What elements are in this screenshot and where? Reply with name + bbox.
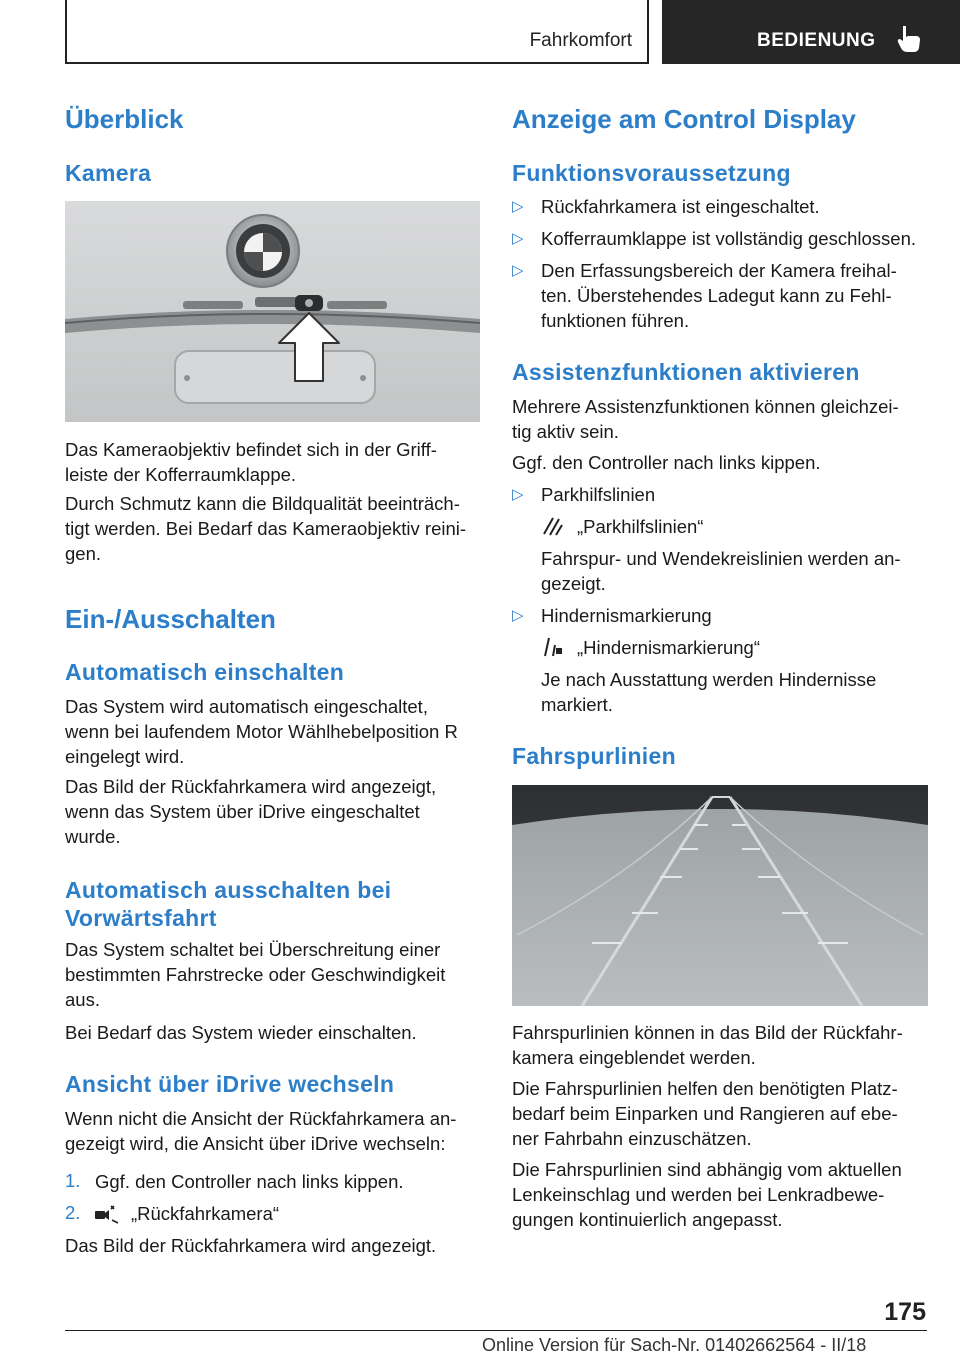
- triangle-bullet-icon: ▷: [512, 230, 524, 247]
- page-title-overview: Überblick: [65, 104, 184, 134]
- heading-requirements: Funktionsvoraussetzung: [512, 160, 791, 186]
- obstacle-desc: Je nach Ausstattung werden Hindernisse markiert.: [541, 669, 877, 715]
- auto-off-text-1: Das System schaltet bei Überschreitung einer bestimmten Fahrstrecke oder Geschwindigkeit aus.: [65, 939, 446, 1010]
- lane-text-3: Die Fahrspurlinien sind abhängig vom aktuellen Lenkeinschlag und werden bei Lenkradbewe- gungen kontinuierlich angepasst.: [512, 1159, 902, 1230]
- triangle-bullet-icon: ▷: [512, 198, 524, 215]
- camera-text-2: Durch Schmutz kann die Bildqualität beeinträch- tigt werden. Bei Bedarf das Kameraobjektiv reini- gen.: [65, 493, 467, 564]
- lane-text-2: Die Fahrspurlinien helfen den benötigten Platz- bedarf beim Einparken und Rangieren auf ebe- ner Fahrbahn einzuschätzen.: [512, 1078, 898, 1149]
- obstacle-menu: „Hindernismarkierung“: [577, 637, 761, 658]
- page-title-control-display: Anzeige am Control Display: [512, 104, 856, 134]
- rear-camera-icon: [94, 1203, 120, 1225]
- step-2-text: „Rückfahrkamera“: [131, 1203, 280, 1224]
- header-section-title: Fahrkomfort: [529, 30, 632, 51]
- heading-camera: Kamera: [65, 160, 152, 186]
- triangle-bullet-icon: ▷: [512, 486, 524, 503]
- pointing-hand-icon: [894, 24, 924, 54]
- assist-text-2: Ggf. den Controller nach links kippen.: [512, 452, 821, 473]
- parking-lines-icon: [541, 514, 565, 538]
- result-text: Das Bild der Rückfahrkamera wird angezeigt.: [65, 1235, 437, 1256]
- heading-on-off: Ein-/Ausschalten: [65, 604, 276, 634]
- header-tab: [662, 0, 960, 64]
- auto-on-text-1: Das System wird automatisch eingeschaltet, wenn bei laufendem Motor Wählhebelposition R eingelegt wird.: [65, 696, 458, 767]
- camera-text-1: Das Kameraobjektiv befindet sich in der Griff- leiste der Kofferraumklappe.: [65, 439, 437, 485]
- heading-lane-lines: Fahrspurlinien: [512, 743, 676, 769]
- auto-off-text-2: Bei Bedarf das System wieder einschalten.: [65, 1022, 417, 1043]
- parking-lines-menu: „Parkhilfslinien“: [577, 516, 704, 537]
- heading-assist: Assistenzfunktionen aktivieren: [512, 359, 860, 385]
- page-number: 175: [884, 1298, 926, 1326]
- obstacle-marking-icon: [541, 635, 565, 659]
- triangle-bullet-icon: ▷: [512, 607, 524, 624]
- parking-lines-desc: Fahrspur- und Wendekreislinien werden an- gezeigt.: [541, 548, 901, 594]
- auto-on-text-2: Das Bild der Rückfahrkamera wird angezeigt, wenn das System über iDrive eingeschaltet wurde.: [65, 776, 437, 847]
- lane-text-1: Fahrspurlinien können in das Bild der Rückfahr- kamera eingeblendet werden.: [512, 1022, 903, 1068]
- step-number-1: 1.: [65, 1170, 81, 1191]
- assist-text-1: Mehrere Assistenzfunktionen können gleichzei- tig aktiv sein.: [512, 396, 899, 442]
- online-version-note: Online Version für Sach-Nr. 01402662564 - II/18: [482, 1335, 867, 1355]
- camera-location-figure: [65, 201, 480, 422]
- heading-auto-off: Automatisch ausschalten bei Vorwärtsfahrt: [65, 877, 392, 931]
- header-tab-label: BEDIENUNG: [757, 30, 876, 51]
- tailgate-illustration: [65, 201, 480, 422]
- footer-divider: [65, 1330, 927, 1331]
- triangle-bullet-icon: ▷: [512, 262, 524, 279]
- heading-auto-on: Automatisch einschalten: [65, 659, 345, 685]
- view-idrive-text: Wenn nicht die Ansicht der Rückfahrkamera an- gezeigt wird, die Ansicht über iDrive wechseln:: [65, 1108, 457, 1154]
- step-1-text: Ggf. den Controller nach links kippen.: [95, 1171, 404, 1192]
- lane-lines-illustration: [512, 785, 928, 1006]
- step-number-2: 2.: [65, 1202, 81, 1223]
- lane-lines-figure: [512, 785, 928, 1006]
- heading-view-idrive: Ansicht über iDrive wechseln: [65, 1071, 395, 1097]
